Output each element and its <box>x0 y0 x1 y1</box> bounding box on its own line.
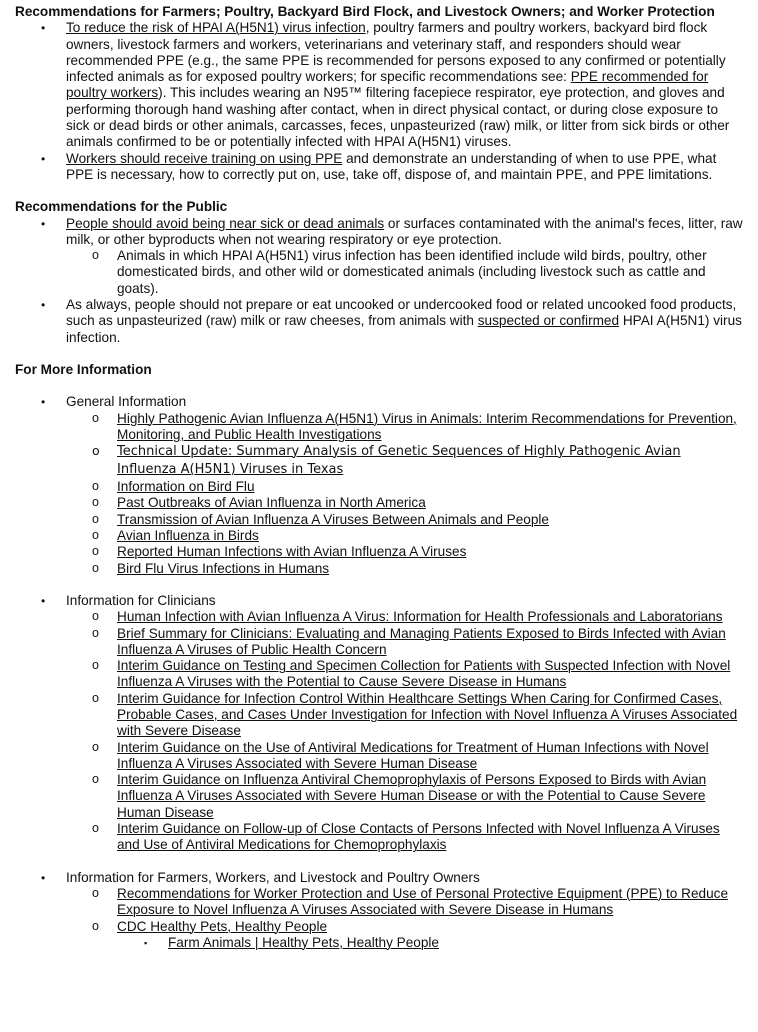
circle-bullet-icon: o <box>92 410 99 425</box>
more-info-list <box>15 394 744 951</box>
bird-flu-info-link[interactable]: Information on Bird Flu <box>117 479 255 495</box>
bullet-icon: • <box>41 593 46 608</box>
clinicians-info-item <box>15 593 744 854</box>
circle-bullet-icon: o <box>92 248 99 263</box>
bullet-icon: • <box>41 151 46 166</box>
circle-bullet-icon: o <box>92 560 99 575</box>
more-info-section <box>15 362 744 951</box>
link-item <box>66 609 744 625</box>
general-info-label: General Information <box>66 394 187 410</box>
infection-control-link[interactable]: Interim Guidance for Infection Control Within Healthcare Settings When Caring for Confirmed Cases, Probable Cases, and Cases Under Investigation for Infection with Novel Influenza A Viruses Associated with Severe Disease <box>117 690 738 739</box>
circle-bullet-icon: o <box>92 625 99 640</box>
public-heading: Recommendations for the Public <box>15 199 228 215</box>
square-bullet-icon: ▪ <box>144 937 148 948</box>
link-item <box>66 658 744 691</box>
transmission-link[interactable]: Transmission of Avian Influenza A Viruses Between Animals and People <box>117 511 549 527</box>
circle-bullet-icon: o <box>92 479 99 494</box>
circle-bullet-icon: o <box>92 511 99 526</box>
bullet-icon: • <box>41 21 46 36</box>
link-item <box>66 512 744 528</box>
circle-bullet-icon: o <box>92 739 99 754</box>
clinicians-info-label: Information for Clinicians <box>66 592 216 608</box>
farm-animals-link[interactable]: Farm Animals | Healthy Pets, Healthy People <box>168 934 439 950</box>
circle-bullet-icon: o <box>92 772 99 787</box>
public-section <box>15 199 744 346</box>
clinicians-links <box>66 609 744 853</box>
link-item <box>66 886 744 919</box>
bullet-icon: • <box>41 216 46 231</box>
public-list <box>15 216 744 346</box>
bullet-icon: • <box>41 395 46 410</box>
reduce-risk-link[interactable]: To reduce the risk of HPAI A(H5N1) virus infection <box>66 20 366 36</box>
antiviral-treatment-link[interactable]: Interim Guidance on the Use of Antiviral Medications for Treatment of Human Infections with Novel Influenza A Viruses Associated with Severe Human Disease <box>117 739 709 771</box>
circle-bullet-icon: o <box>92 918 99 933</box>
circle-bullet-icon: o <box>92 443 100 459</box>
circle-bullet-icon: o <box>92 885 99 900</box>
link-item <box>66 821 744 854</box>
ppe-poultry-workers-link[interactable]: PPE recommended for poultry workers <box>66 69 709 101</box>
list-item: • People should avoid being near sick or dead animals or surfaces contaminated with the animal's feces, litter, raw milk, or other byproducts when not wearing respiratory or eye protection. o Animals in which HPAI A(H5N1) virus infection has been identified include wild birds, poultry, other domesticated birds, and other wild or domesticated animals (including livestock such as cattle and goats). <box>41 215 743 296</box>
reported-human-infections-link[interactable]: Reported Human Infections with Avian Influenza A Viruses <box>117 544 467 560</box>
human-infection-info-link[interactable]: Human Infection with Avian Influenza A Virus: Information for Health Professionals and Laboratorians <box>117 609 723 625</box>
close-contacts-link[interactable]: Interim Guidance on Follow-up of Close Contacts of Persons Infected with Novel Influenza A Viruses and Use of Antiviral Medications for Chemoprophylaxis <box>117 821 720 853</box>
circle-bullet-icon: o <box>92 495 99 510</box>
avian-influenza-birds-link[interactable]: Avian Influenza in Birds <box>117 528 259 544</box>
link-item <box>66 626 744 659</box>
farmers-info-item <box>15 870 744 951</box>
sub-link-item <box>117 935 744 951</box>
farmers-heading: Recommendations for Farmers; Poultry, Backyard Bird Flock, and Livestock Owners; and Worker Protection <box>15 4 715 19</box>
suspected-confirmed-link[interactable]: suspected or confirmed <box>477 313 620 329</box>
general-links <box>66 411 744 577</box>
general-info-item <box>15 394 744 577</box>
link-item <box>66 740 744 773</box>
circle-bullet-icon: o <box>92 658 99 673</box>
hpai-animals-link[interactable]: Highly Pathogenic Avian Influenza A(H5N1) Virus in Animals: Interim Recommendations for Prevention, Monitoring, and Public Health Investigations <box>117 410 737 442</box>
avoid-sick-animals-link[interactable]: People should avoid being near sick or dead animals <box>66 215 385 231</box>
circle-bullet-icon: o <box>92 528 99 543</box>
ppe-training-link[interactable]: Workers should receive training on using PPE <box>66 150 343 166</box>
link-item <box>66 544 744 560</box>
link-item <box>66 479 744 495</box>
chemoprophylaxis-link[interactable]: Interim Guidance on Influenza Antiviral Chemoprophylaxis of Persons Exposed to Birds with Avian Influenza A Viruses Associated with Severe Human Disease or with the Potential to Cause Severe Human Disease <box>117 772 707 820</box>
link-item <box>66 772 744 821</box>
link-item <box>66 919 744 952</box>
bullet-icon: • <box>41 870 46 885</box>
brief-summary-link[interactable]: Brief Summary for Clinicians: Evaluating and Managing Patients Exposed to Birds Infected with Avian Influenza A Viruses of Public Health Concern <box>117 625 726 657</box>
farmers-list <box>15 20 744 183</box>
link-item <box>66 528 744 544</box>
list-item: • Workers should receive training on using PPE and demonstrate an understanding of when to use PPE, what PPE is necessary, how to correctly put on, use, take off, dispose of, and maintain PPE, and PPE limitations. <box>41 150 717 182</box>
technical-update-link[interactable]: Technical Update: Summary Analysis of Genetic Sequences of Highly Pathogenic Avian Influenza A(H5N1) Viruses in Texas <box>117 444 681 478</box>
link-item <box>66 691 744 740</box>
circle-bullet-icon: o <box>92 690 99 705</box>
more-info-heading: For More Information <box>15 361 152 377</box>
healthy-pets-link[interactable]: CDC Healthy Pets, Healthy People <box>117 918 328 934</box>
farmers-info-label: Information for Farmers, Workers, and Livestock and Poultry Owners <box>66 869 480 885</box>
worker-protection-link[interactable]: Recommendations for Worker Protection and Use of Personal Protective Equipment (PPE) to Reduce Exposure to Novel Influenza A Viruses Associated with Severe Disease in Humans <box>117 885 729 918</box>
link-item <box>66 495 744 511</box>
list-item: • As always, people should not prepare or eat uncooked or undercooked food or related uncooked food products, such as unpasteurized (raw) milk or raw cheeses, from animals with suspected or confirmed HPAI A(H5N1) virus infection. <box>41 297 742 345</box>
circle-bullet-icon: o <box>92 609 99 624</box>
circle-bullet-icon: o <box>92 544 99 559</box>
bullet-icon: • <box>41 298 46 313</box>
link-item <box>66 443 744 479</box>
past-outbreaks-link[interactable]: Past Outbreaks of Avian Influenza in North America <box>117 495 426 511</box>
link-item <box>66 411 744 444</box>
testing-guidance-link[interactable]: Interim Guidance on Testing and Specimen Collection for Patients with Suspected Infection with Novel Influenza A Viruses with the Potential to Cause Severe Disease in Humans <box>117 658 731 690</box>
list-item: • To reduce the risk of HPAI A(H5N1) virus infection, poultry farmers and poultry workers, backyard bird flock owners, livestock farmers and workers, veterinarians and veterinary staff, and responders should wear recommended PPE (e.g., the same PPE is recommended for persons exposed to any confirmed or potentially infected animals as for exposed poultry workers; for specific recommendations see: PPE recommended for poultry workers). This includes wearing an N95™ filtering facepiece respirator, eye protection, and gloves and performing thorough hand washing after contact, when in direct physical contact, or during close exposure to sick or dead birds or other animals, carcasses, feces, unpasteurized (raw) milk, or litter from sick birds or other animals confirmed to be or potentially infected with HPAI A(H5N1) viruses. <box>41 20 730 150</box>
sub-list-item: o Animals in which HPAI A(H5N1) virus infection has been identified include wild birds, poultry, other domesticated birds, and other wild or domesticated animals (including livestock such as cattle and goats). <box>92 248 707 296</box>
link-item <box>66 561 744 577</box>
bird-flu-humans-link[interactable]: Bird Flu Virus Infections in Humans <box>117 560 330 576</box>
circle-bullet-icon: o <box>92 821 99 836</box>
farmers-section <box>15 4 744 183</box>
farmers-links <box>66 886 744 951</box>
